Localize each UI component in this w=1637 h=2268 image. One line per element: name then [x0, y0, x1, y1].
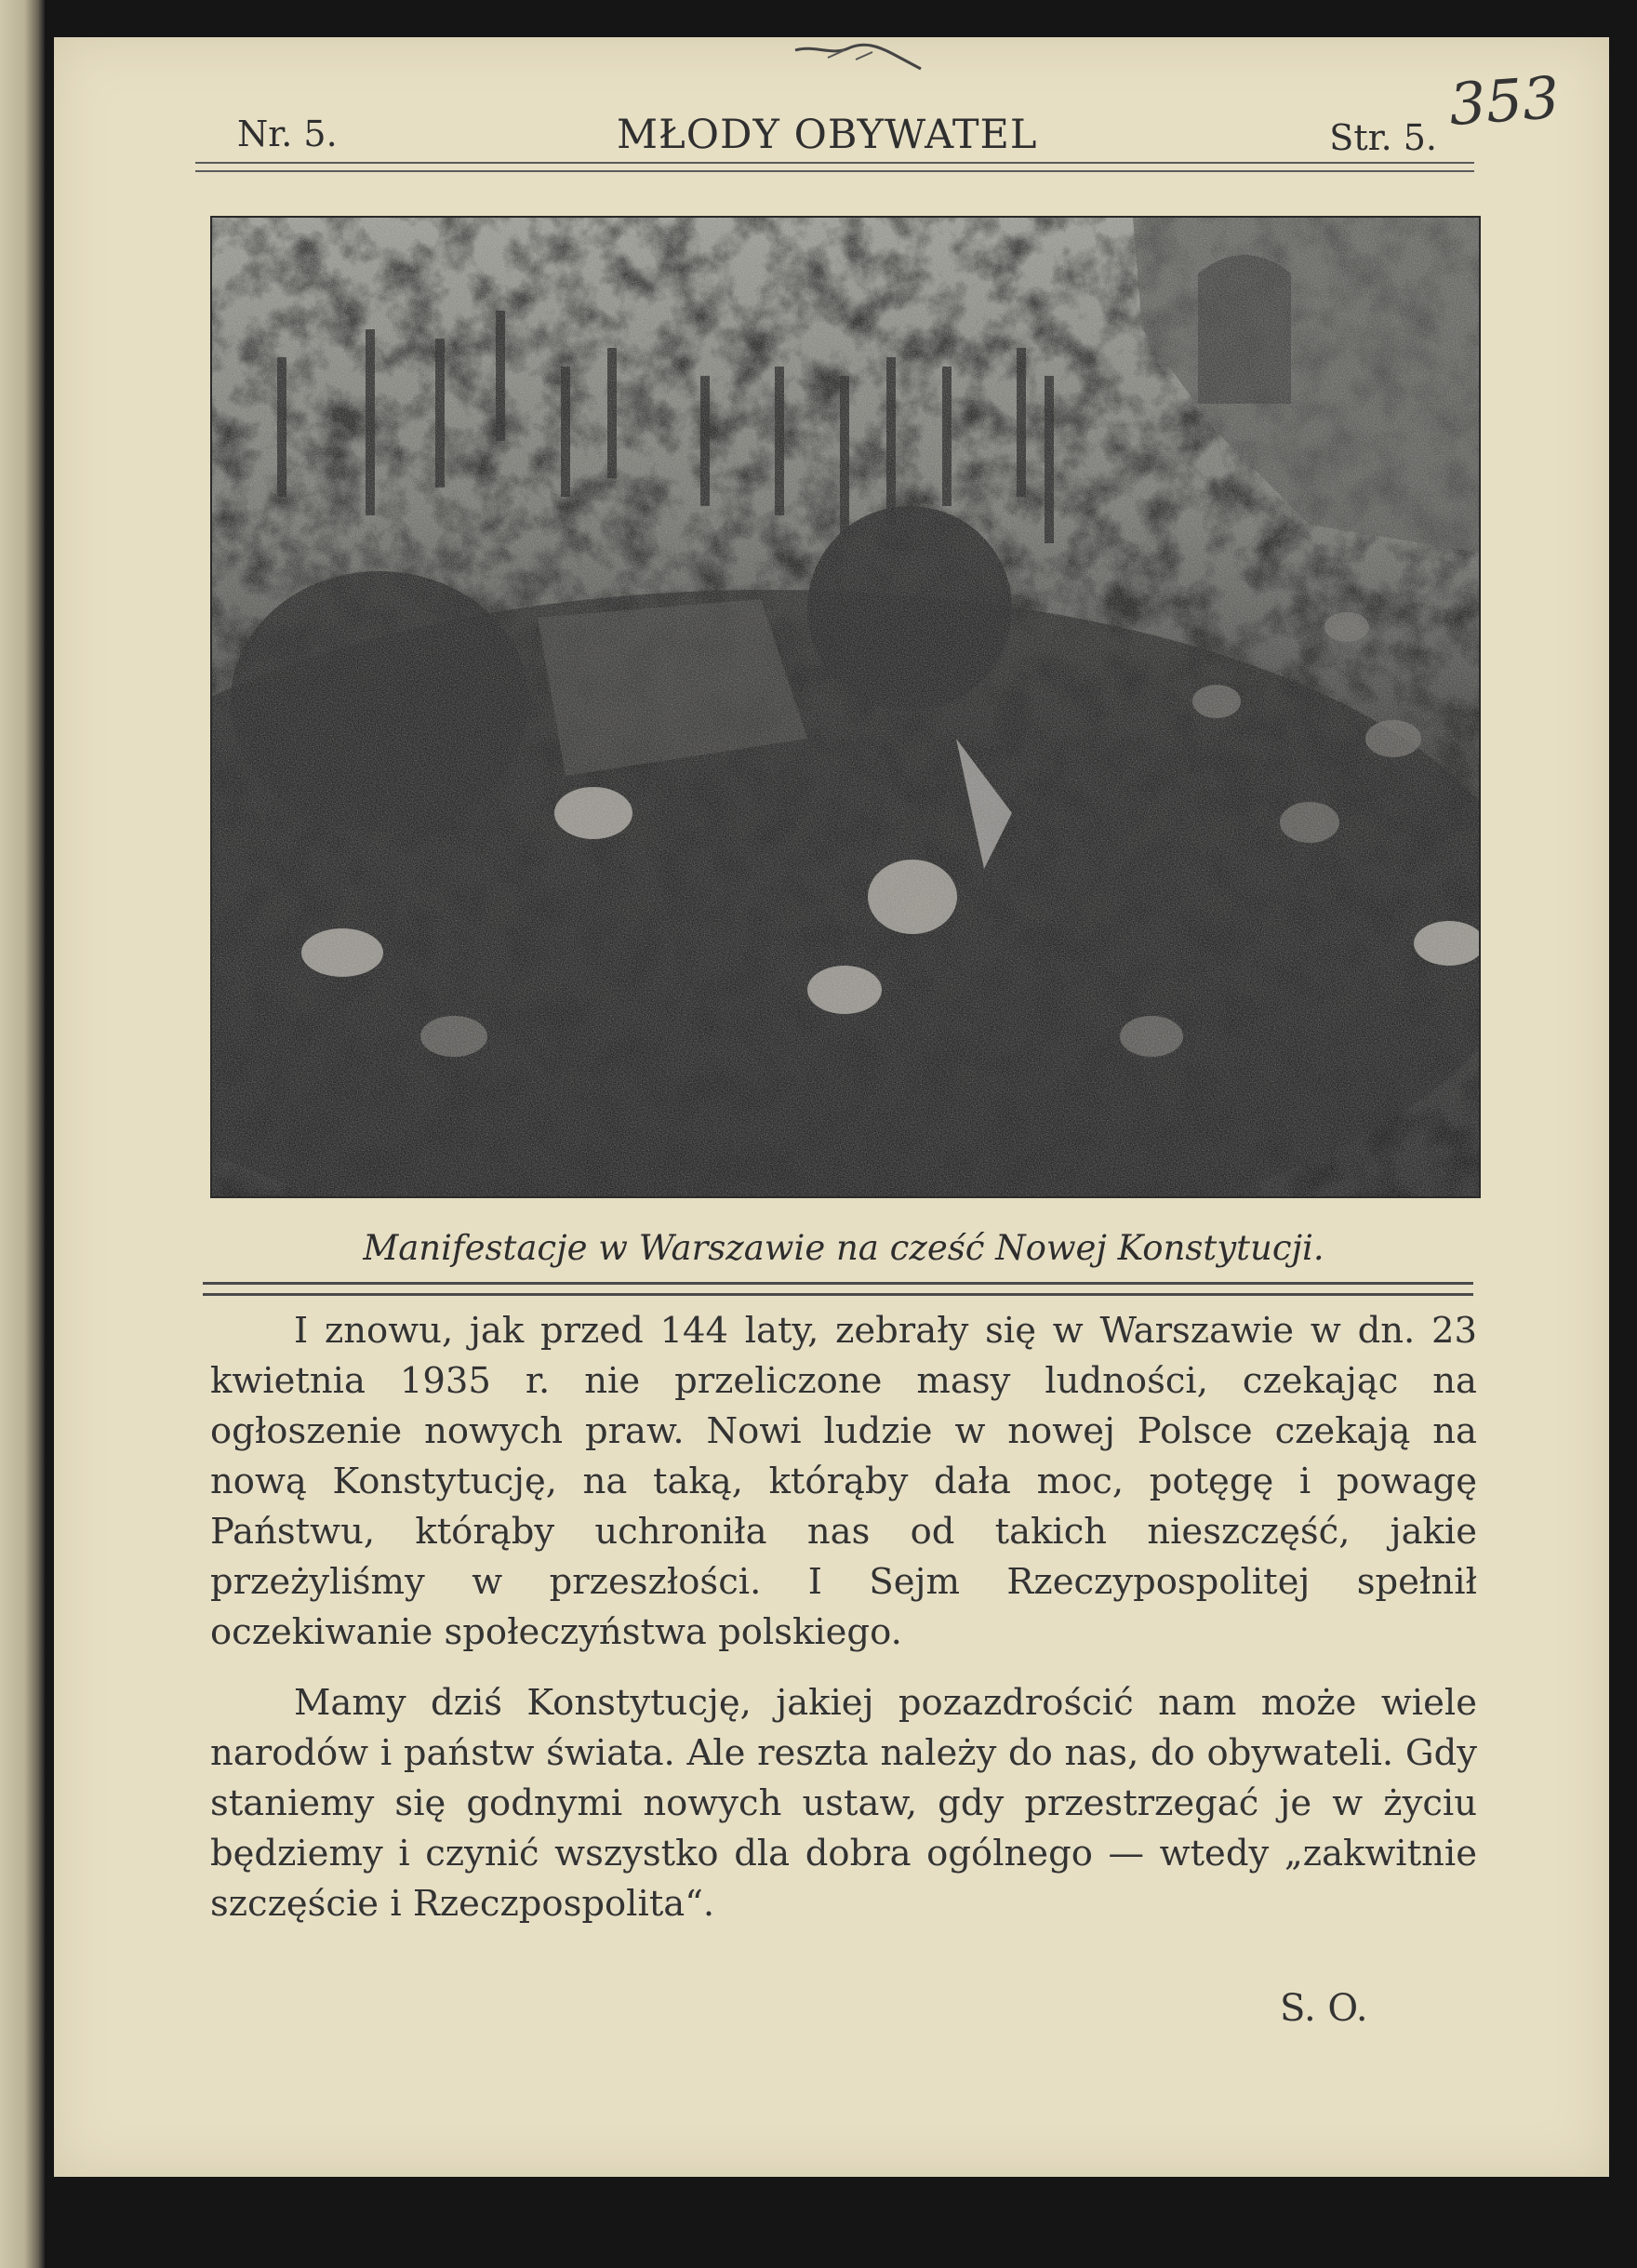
author-signature: S. O. — [1280, 1987, 1368, 2030]
issue-number: Nr. 5. — [237, 113, 338, 154]
pencil-scribble-icon — [791, 41, 930, 82]
caption-rule — [203, 1282, 1473, 1296]
paragraph: I znowu, jak przed 144 laty, zebrały się w Warszawie w dn. 23 kwietnia 1935 r. nie przeliczone masy ludności, czekając na ogłoszenie nowych praw. Nowi ludzie w nowej Polsce czekają na nową Konstytucję, na taką, którąby dała moc, potęgę i powagę Państwu, którąby uchroniła nas od takich nieszczęść, jakie przeżyliśmy w przeszłości. I Sejm Rzeczypospolitej spełnił oczekiwanie społeczyństwa polskiego. — [210, 1310, 1477, 1653]
page-header — [163, 104, 1474, 169]
header-rule — [195, 162, 1474, 172]
book-binding — [0, 0, 45, 2268]
handwritten-page-number: 353 — [1446, 62, 1562, 140]
paragraph: Mamy dziś Konstytucję, jakiej pozazdrościć nam może wiele narodów i państw świata. Ale reszta należy do nas, do obywateli. Gdy staniemy się godnymi nowych ustaw, gdy przestrzegać je w życiu będziemy i czynić wszystko dla dobra ogólnego — wtedy „zakwitnie szczęście i Rzeczpospolita“. — [210, 1682, 1477, 1925]
photo-caption: Manifestacje w Warszawie na cześć Nowej Konstytucji. — [363, 1228, 1324, 1268]
page-label: Str. 5. — [1329, 117, 1437, 158]
journal-title: MŁODY OBYWATEL — [617, 112, 1038, 158]
article-body — [210, 1306, 1477, 1929]
crowd-photograph — [210, 216, 1481, 1198]
